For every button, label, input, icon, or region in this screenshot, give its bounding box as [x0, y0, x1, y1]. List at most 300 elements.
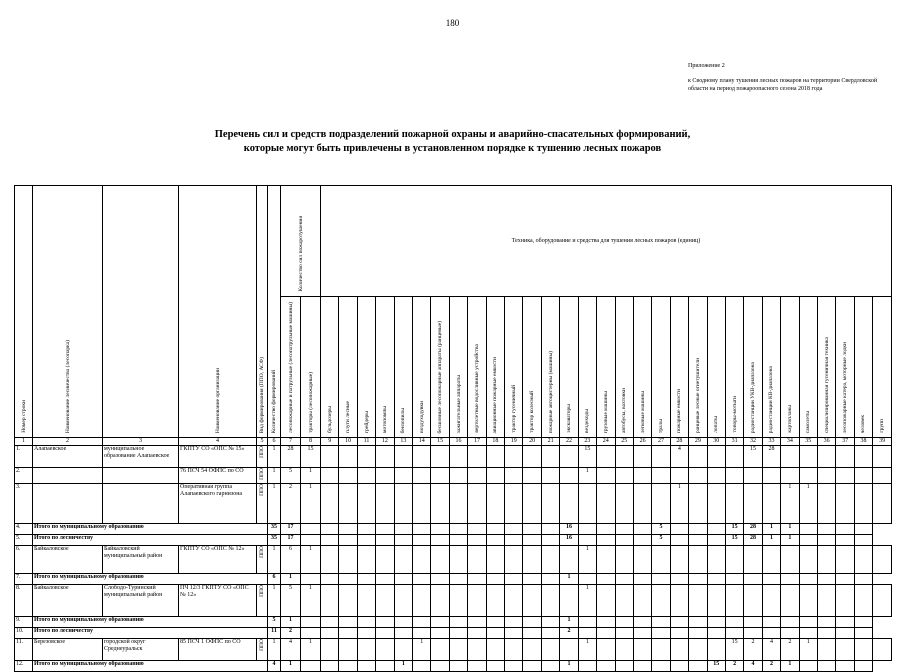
- tech-cell-10: [339, 468, 357, 484]
- tech-cell-20: [505, 535, 523, 546]
- tech-cell-12: [357, 617, 375, 628]
- tech-cell-20: [505, 628, 523, 639]
- tech-cell-12: [376, 585, 394, 617]
- tech-cell-38: [836, 661, 854, 672]
- page-number: 180: [445, 18, 460, 28]
- tech-cell-18: [468, 535, 486, 546]
- header-tech-34: радиостанции УКВ-диапазона: [744, 297, 762, 438]
- tech-cell-14: [394, 628, 412, 639]
- tech-cell-16: [431, 535, 449, 546]
- table-row: [15, 617, 892, 628]
- tech-cell-26: [615, 661, 633, 672]
- tech-cell-31: [707, 617, 725, 628]
- tech-cell-22: [541, 628, 559, 639]
- tech-cell-10: [339, 585, 357, 617]
- tech-cell-17: [468, 546, 486, 574]
- tech-cell-28: [670, 546, 688, 574]
- tech-cell-12: [376, 546, 394, 574]
- tech-cell-15: [413, 617, 431, 628]
- tech-cell-21: [523, 617, 541, 628]
- tech-cell-9: [321, 546, 339, 574]
- tech-cell-29: [689, 639, 707, 661]
- tech-cell-32: 2: [725, 661, 743, 672]
- staff-people: 35: [268, 535, 281, 546]
- tech-cell-19: [486, 628, 504, 639]
- tech-cell-26: [615, 628, 633, 639]
- tech-cell-22: [541, 524, 559, 535]
- tech-cell-31: [725, 585, 743, 617]
- tech-cell-21: [523, 628, 541, 639]
- column-number: 23: [578, 438, 596, 446]
- header-tech-33: топоры-мотыги: [725, 297, 743, 438]
- row-total-label: Итого по муниципальному образованию: [33, 524, 268, 535]
- tech-cell-10: [321, 617, 339, 628]
- tech-cell-13: [394, 484, 412, 524]
- tech-cell-13: [394, 446, 412, 468]
- tech-cell-32: [744, 546, 762, 574]
- table-row: [15, 468, 892, 484]
- tech-cell-30: [689, 628, 707, 639]
- table-header: [15, 186, 892, 438]
- tech-cell-21: [523, 574, 541, 585]
- column-number: 11: [357, 438, 375, 446]
- tech-cell-9: [321, 468, 339, 484]
- tech-cell-11: [357, 585, 375, 617]
- tech-cell-17: [449, 628, 467, 639]
- tech-cell-27: [633, 617, 651, 628]
- tech-cell-30: [689, 617, 707, 628]
- tech-cell-31: [725, 484, 743, 524]
- tech-cell-25: [615, 446, 633, 468]
- tech-cell-27: [652, 468, 670, 484]
- column-number: 28: [670, 438, 688, 446]
- tech-cell-39: [854, 661, 872, 672]
- header-tech-21: трактор гусеничный: [505, 297, 523, 438]
- tech-cell-30: [689, 574, 707, 585]
- header-forestry: Наименование лесничества (лесопарка): [33, 186, 103, 438]
- tech-cell-21: [541, 585, 559, 617]
- column-number: 30: [707, 438, 725, 446]
- tech-cell-37: [817, 524, 835, 535]
- tech-cell-28: 5: [652, 524, 670, 535]
- tech-cell-23: 15: [578, 446, 596, 468]
- tech-cell-35: [781, 574, 799, 585]
- tech-cell-19: [505, 585, 523, 617]
- tech-cell-13: [376, 661, 394, 672]
- header-tech-18: зажигательные аппараты: [449, 297, 467, 438]
- tech-cell-14: [394, 535, 412, 546]
- tech-cell-34: [762, 617, 780, 628]
- tech-cell-23: 1: [578, 468, 596, 484]
- tech-cell-13: [394, 585, 412, 617]
- tech-cell-36: [817, 546, 835, 574]
- tech-cell-37: [836, 446, 854, 468]
- tech-cell-32: 2: [744, 639, 762, 661]
- tech-cell-18: [468, 661, 486, 672]
- column-number: 33: [762, 438, 780, 446]
- municipality-name: Байкаловский муниципальный район: [103, 546, 179, 574]
- tech-cell-38: [836, 617, 854, 628]
- tech-cell-13: [394, 468, 412, 484]
- tech-cell-34: [762, 574, 780, 585]
- tech-cell-12: [376, 446, 394, 468]
- tech-cell-30: [689, 661, 707, 672]
- column-number: 4: [179, 438, 257, 446]
- tech-cell-23: 1: [578, 546, 596, 574]
- column-number: 5: [257, 438, 268, 446]
- tech-cell-33: 4: [762, 639, 780, 661]
- staff-people: 5: [281, 468, 301, 484]
- header-tech-28: легковые машины: [633, 297, 651, 438]
- tech-cell-14: 1: [394, 661, 412, 672]
- tech-cell-9: [321, 446, 339, 468]
- organization-name: 76 ПСЧ 54 ОФПС по СО: [179, 468, 257, 484]
- staff-groups: 1: [301, 585, 321, 617]
- row-total-label: Итого по лесничеству: [33, 535, 268, 546]
- column-number: 16: [449, 438, 467, 446]
- tech-cell-24: [578, 574, 596, 585]
- tech-cell-13: [376, 535, 394, 546]
- tech-cell-37: [817, 535, 835, 546]
- tech-cell-39: [854, 628, 872, 639]
- tech-cell-37: [817, 617, 835, 628]
- tech-cell-15: [413, 535, 431, 546]
- tech-cell-24: [597, 546, 615, 574]
- organization-name: 85 ПСЧ 1 ОФПС по СО: [179, 639, 257, 661]
- tech-cell-25: [615, 468, 633, 484]
- tech-cell-20: [523, 468, 541, 484]
- tech-cell-21: [541, 546, 559, 574]
- tech-cell-13: [376, 524, 394, 535]
- tech-cell-19: [486, 574, 504, 585]
- tech-cell-14: [413, 546, 431, 574]
- column-number: 15: [431, 438, 449, 446]
- organization-name: ПЧ 12/3 ГКПТУ СО «ОПС № 12»: [179, 585, 257, 617]
- tech-cell-34: [781, 585, 799, 617]
- tech-cell-10: [339, 484, 357, 524]
- tech-cell-26: [633, 585, 651, 617]
- tech-cell-38: [854, 639, 872, 661]
- tech-cell-13: [376, 628, 394, 639]
- tech-cell-9: [321, 484, 339, 524]
- column-number: 39: [873, 438, 892, 446]
- tech-cell-39: [854, 524, 872, 535]
- header-tech-10: тракторы (лесопожарные): [301, 297, 321, 438]
- tech-cell-20: [523, 639, 541, 661]
- tech-cell-36: [799, 617, 817, 628]
- tech-cell-30: [707, 468, 725, 484]
- organization-name: Оперативная группа Алапаевского гарнизона: [179, 484, 257, 524]
- table-row: [15, 639, 892, 661]
- tech-cell-33: [744, 574, 762, 585]
- tech-cell-27: [633, 574, 651, 585]
- tech-cell-14: [413, 446, 431, 468]
- tech-cell-9: [301, 524, 321, 535]
- tech-cell-20: [523, 484, 541, 524]
- tech-cell-35: [799, 585, 817, 617]
- municipality-name: [103, 484, 179, 524]
- tech-cell-18: [486, 639, 504, 661]
- header-tech-16: воздуходувки: [413, 297, 431, 438]
- tech-cell-35: [781, 628, 799, 639]
- tech-cell-19: [505, 639, 523, 661]
- municipality-name: городской округ Среднеуральск: [103, 639, 179, 661]
- tech-cell-25: [597, 524, 615, 535]
- column-number: 6: [268, 438, 281, 446]
- column-number: 1: [15, 438, 33, 446]
- header-tech-22: трактор колесный: [523, 297, 541, 438]
- table-row: [15, 574, 892, 585]
- title-line-1: Перечень сил и средств подразделений пожарной охраны и аварийно-спасательных формирований,: [214, 129, 691, 140]
- tech-cell-17: [449, 524, 467, 535]
- column-number: 9: [321, 438, 339, 446]
- tech-cell-15: [431, 484, 449, 524]
- tech-cell-38: [854, 446, 872, 468]
- tech-cell-20: [523, 546, 541, 574]
- forestry-name: [33, 468, 103, 484]
- tech-cell-27: [633, 628, 651, 639]
- table-row: [15, 661, 892, 672]
- row-total-label: Итого по муниципальному образованию: [33, 617, 268, 628]
- tech-cell-19: [505, 546, 523, 574]
- tech-cell-10: [339, 639, 357, 661]
- formations-count: 1: [268, 484, 281, 524]
- tech-cell-35: 1: [781, 524, 799, 535]
- tech-cell-19: [486, 617, 504, 628]
- column-number: 14: [413, 438, 431, 446]
- tech-cell-11: [339, 617, 357, 628]
- tech-cell-36: [817, 468, 835, 484]
- table-row: [15, 446, 892, 468]
- tech-cell-28: 1: [670, 484, 688, 524]
- tech-cell-22: [560, 585, 578, 617]
- tech-cell-25: [597, 628, 615, 639]
- organization-name: ГКПТУ СО «ОПС № 12»: [179, 546, 257, 574]
- tech-cell-35: 1: [781, 661, 799, 672]
- tech-cell-10: [321, 628, 339, 639]
- tech-cell-35: [799, 446, 817, 468]
- row-number: 6.: [15, 546, 33, 574]
- tech-cell-11: [339, 524, 357, 535]
- tech-cell-23: [578, 484, 596, 524]
- document-title: [0, 128, 905, 156]
- tech-cell-26: [615, 617, 633, 628]
- staff-people: 4: [268, 661, 281, 672]
- tech-cell-10: [321, 524, 339, 535]
- tech-cell-31: [707, 628, 725, 639]
- row-number: 9.: [15, 617, 33, 628]
- header-staff-count: Количество сил пожаротушения: [281, 186, 321, 297]
- tech-cell-19: [505, 446, 523, 468]
- staff-people: 5: [281, 585, 301, 617]
- tech-cell-39: [854, 574, 872, 585]
- tech-cell-33: [762, 468, 780, 484]
- tech-cell-27: [633, 524, 651, 535]
- header-tech-32: лопаты: [707, 297, 725, 438]
- tech-cell-11: [339, 535, 357, 546]
- tech-cell-11: [357, 484, 375, 524]
- municipality-name: [103, 468, 179, 484]
- tech-cell-18: [486, 585, 504, 617]
- tech-cell-38: [836, 574, 854, 585]
- tech-cell-10: [339, 546, 357, 574]
- header-tech-24: экскаваторы: [560, 297, 578, 438]
- tech-cell-18: [486, 546, 504, 574]
- tech-cell-39: [873, 446, 892, 468]
- header-tech-39: лесопожарные катера, моторные лодки: [836, 297, 854, 438]
- tech-cell-15: [413, 574, 431, 585]
- tech-cell-32: [725, 574, 743, 585]
- row-number: 3.: [15, 484, 33, 524]
- tech-cell-12: [357, 535, 375, 546]
- tech-cell-25: [597, 661, 615, 672]
- row-number: 2.: [15, 468, 33, 484]
- column-number: 37: [836, 438, 854, 446]
- tech-cell-35: [781, 617, 799, 628]
- column-number: 17: [468, 438, 486, 446]
- header-tech-25: вездеходы: [578, 297, 596, 438]
- organization-name: ГКПТУ СО «ОПС № 15»: [179, 446, 257, 468]
- tech-cell-33: 28: [744, 535, 762, 546]
- header-tech-20: авиационные пожарные емкости: [486, 297, 504, 438]
- tech-cell-12: [357, 574, 375, 585]
- tech-cell-14: [413, 468, 431, 484]
- header-formation-type: Вид формирования (ППО, АСФ): [257, 186, 268, 438]
- tech-cell-37: [817, 574, 835, 585]
- column-number: 25: [615, 438, 633, 446]
- tech-cell-30: [707, 639, 725, 661]
- forestry-name: Байкаловское: [33, 546, 103, 574]
- tech-cell-13: [376, 617, 394, 628]
- tech-cell-29: [670, 617, 688, 628]
- header-organization: Наименование организации: [179, 186, 257, 438]
- header-tech-29: тралы: [652, 297, 670, 438]
- formation-type: ППО: [257, 446, 268, 468]
- tech-cell-24: [597, 468, 615, 484]
- header-tech-13: грейдеры: [357, 297, 375, 438]
- tech-cell-29: [689, 484, 707, 524]
- table-row: [15, 484, 892, 524]
- header-tech-12: плуги лесные: [339, 297, 357, 438]
- tech-cell-34: 1: [762, 535, 780, 546]
- tech-cell-26: [633, 468, 651, 484]
- tech-cell-19: [486, 524, 504, 535]
- tech-cell-30: [707, 484, 725, 524]
- tech-cell-39: [873, 585, 892, 617]
- row-number: 4.: [15, 524, 33, 535]
- staff-groups: 2: [281, 628, 301, 639]
- tech-cell-24: [597, 484, 615, 524]
- tech-cell-31: 15: [707, 661, 725, 672]
- tech-cell-31: [707, 574, 725, 585]
- tech-cell-24: [578, 535, 596, 546]
- tech-cell-18: [468, 574, 486, 585]
- appendix-description: к Сводному плану тушения лесных пожаров на территории Свердловской области на период пожароопасного сезона 2018 года: [688, 78, 878, 92]
- column-number: 12: [376, 438, 394, 446]
- forces-table: [14, 185, 892, 672]
- tech-cell-22: [541, 617, 559, 628]
- tech-cell-10: [321, 661, 339, 672]
- tech-cell-21: [541, 468, 559, 484]
- tech-cell-39: [873, 639, 892, 661]
- tech-cell-16: [449, 585, 467, 617]
- tech-cell-16: [449, 484, 467, 524]
- municipality-name: Слободо-Туринский муниципальный район: [103, 585, 179, 617]
- tech-cell-34: 1: [781, 484, 799, 524]
- tech-cell-21: [523, 524, 541, 535]
- tech-cell-12: [357, 524, 375, 535]
- tech-cell-18: [486, 446, 504, 468]
- tech-cell-27: [652, 639, 670, 661]
- tech-cell-22: [560, 484, 578, 524]
- tech-cell-17: [468, 468, 486, 484]
- tech-cell-38: [854, 585, 872, 617]
- tech-cell-23: 1: [560, 661, 578, 672]
- table-row: [15, 585, 892, 617]
- tech-cell-36: [817, 484, 835, 524]
- tech-cell-24: [597, 446, 615, 468]
- staff-groups: 1: [301, 639, 321, 661]
- tech-cell-32: 15: [744, 446, 762, 468]
- tech-cell-16: [431, 574, 449, 585]
- tech-cell-16: [449, 446, 467, 468]
- header-tech-30: пожарные емкости: [670, 297, 688, 438]
- header-row-no: Номер строки: [15, 186, 33, 438]
- tech-cell-32: 15: [725, 524, 743, 535]
- tech-cell-17: [468, 446, 486, 468]
- tech-cell-36: [817, 639, 835, 661]
- formations-count: 1: [268, 546, 281, 574]
- staff-people: 5: [268, 617, 281, 628]
- tech-cell-13: [394, 546, 412, 574]
- tech-cell-26: [633, 484, 651, 524]
- tech-cell-18: [468, 617, 486, 628]
- tech-cell-24: [597, 585, 615, 617]
- tech-cell-39: [873, 468, 892, 484]
- formation-type: ППО: [257, 585, 268, 617]
- tech-cell-33: [762, 546, 780, 574]
- tech-cell-30: [689, 535, 707, 546]
- formations-count: 1: [268, 585, 281, 617]
- forestry-name: [33, 484, 103, 524]
- tech-cell-37: [836, 484, 854, 524]
- tech-cell-37: [817, 661, 835, 672]
- row-total-label: Итого по лесничеству: [33, 628, 268, 639]
- tech-cell-27: [652, 446, 670, 468]
- tech-cell-28: [670, 639, 688, 661]
- column-number: 13: [394, 438, 412, 446]
- forestry-name: Березовское: [33, 639, 103, 661]
- tech-cell-20: [505, 661, 523, 672]
- tech-cell-37: [836, 468, 854, 484]
- tech-cell-15: [431, 639, 449, 661]
- tech-cell-20: [523, 446, 541, 468]
- tech-cell-37: [836, 585, 854, 617]
- tech-cell-22: [560, 546, 578, 574]
- tech-cell-18: [468, 628, 486, 639]
- tech-cell-16: [431, 617, 449, 628]
- tech-cell-38: [854, 468, 872, 484]
- tech-cell-26: [615, 524, 633, 535]
- tech-cell-14: [394, 617, 412, 628]
- tech-cell-38: [854, 546, 872, 574]
- tech-cell-25: [597, 617, 615, 628]
- tech-cell-33: [762, 484, 780, 524]
- table-body: [15, 438, 892, 672]
- tech-cell-28: [652, 574, 670, 585]
- tech-cell-33: 4: [744, 661, 762, 672]
- tech-cell-29: [689, 446, 707, 468]
